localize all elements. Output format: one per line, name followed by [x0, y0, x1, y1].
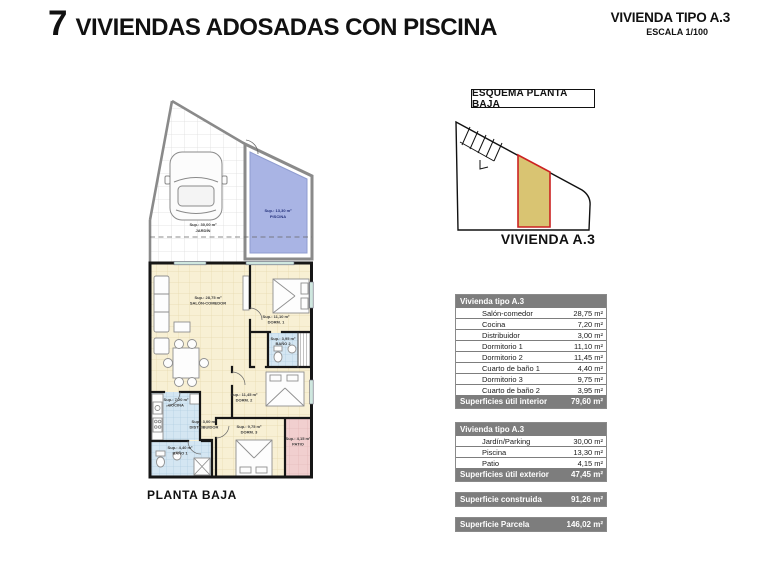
exterior-table-header — [456, 423, 606, 436]
interior-table — [455, 294, 607, 409]
bano2-area-label: Sup.: 3,95 m² — [270, 336, 296, 341]
table-row: Dormitorio 1 11,10 m² — [456, 341, 606, 352]
salon-area-label: Sup.: 28,75 m² — [194, 295, 222, 300]
table-row: Cuarto de baño 1 4,40 m² — [456, 363, 606, 374]
esquema-title-box: ESQUEMA PLANTA BAJA — [471, 89, 595, 108]
title-text: VIVIENDAS ADOSADAS CON PISCINA — [75, 14, 497, 41]
jardin-area-label: Sup.: 30,00 m² — [189, 222, 217, 227]
vivienda-type-label: VIVIENDA TIPO A.3 — [610, 10, 730, 25]
dorm1-area-label: Sup.: 11,10 m² — [262, 314, 290, 319]
area-tables — [455, 294, 607, 532]
patio-floor — [285, 418, 312, 477]
exterior-header-label: Vivienda tipo A.3 — [460, 425, 525, 434]
car — [165, 152, 227, 220]
table-row: Dormitorio 3 9,75 m² — [456, 374, 606, 385]
table-row: Cocina 7,20 m² — [456, 319, 606, 330]
patio-name-label: PATIO — [292, 441, 304, 447]
floor-plan — [146, 96, 320, 494]
dorm3-name-label: DORM. 3 — [240, 429, 258, 435]
interior-table-body — [456, 308, 606, 395]
built-area-bar: Superficie construida 91,26 m² — [455, 492, 607, 507]
cocina-name-label: COCINA — [168, 402, 184, 408]
dorm2-area-label: Sup.: 11,45 m² — [230, 392, 258, 397]
scale-label: ESCALA 1/100 — [646, 27, 708, 37]
dorm3-area-label: Sup.: 9,75 m² — [236, 424, 262, 429]
esquema-caption: VIVIENDA A.3 — [500, 231, 596, 247]
highlighted-unit-a3 — [518, 155, 550, 227]
pool — [245, 144, 312, 259]
dorm1-name-label: DORM. 1 — [267, 319, 285, 325]
cocina-area-label: Sup.: 7,20 m² — [163, 397, 189, 402]
distribuidor-area-label: Sup.: 3,00 m² — [191, 419, 217, 424]
shaft-hatch — [298, 333, 311, 367]
exterior-table-body — [456, 436, 606, 468]
exterior-table-footer: Superficies útil exterior 47,45 m² — [456, 468, 606, 481]
table-row: Cuarto de baño 2 3,95 m² — [456, 385, 606, 395]
salon-name-label: SALÓN-COMEDOR — [189, 300, 227, 306]
page-title — [48, 4, 497, 44]
interior-header-label: Vivienda tipo A.3 — [460, 297, 525, 306]
title-number: 7 — [48, 4, 67, 43]
interior-table-footer: Superficies útil interior 79,60 m² — [456, 395, 606, 408]
table-row: Salón-comedor 28,75 m² — [456, 308, 606, 319]
dorm2-name-label: DORM. 2 — [235, 397, 253, 403]
table-row: Patio 4,15 m² — [456, 458, 606, 468]
table-row: Piscina 13,30 m² — [456, 447, 606, 458]
patio-area-label: Sup.: 4,15 m² — [285, 436, 311, 441]
jardin-name-label: JARDÍN — [195, 228, 211, 233]
table-row: Dormitorio 2 11,45 m² — [456, 352, 606, 363]
exterior-table — [455, 422, 607, 482]
plan-caption: PLANTA BAJA — [147, 488, 237, 502]
table-row: Jardín/Parking 30,00 m² — [456, 436, 606, 447]
bano1-name-label: BAÑO 1 — [172, 450, 188, 456]
interior-table-header — [456, 295, 606, 308]
piscina-name-label: PISCINA — [269, 214, 287, 219]
bano2-name-label: BAÑO 2 — [275, 341, 291, 346]
sheet-header-right — [590, 10, 730, 37]
parcel-area-bar: Superficie Parcela 146,02 m² — [455, 517, 607, 532]
table-row: Distribuidor 3,00 m² — [456, 330, 606, 341]
distribuidor-name-label: DISTRIBUIDOR — [189, 424, 219, 430]
bano1-area-label: Sup.: 4,40 m² — [167, 445, 193, 450]
piscina-area-label: Sup.: 13,30 m² — [264, 208, 292, 213]
